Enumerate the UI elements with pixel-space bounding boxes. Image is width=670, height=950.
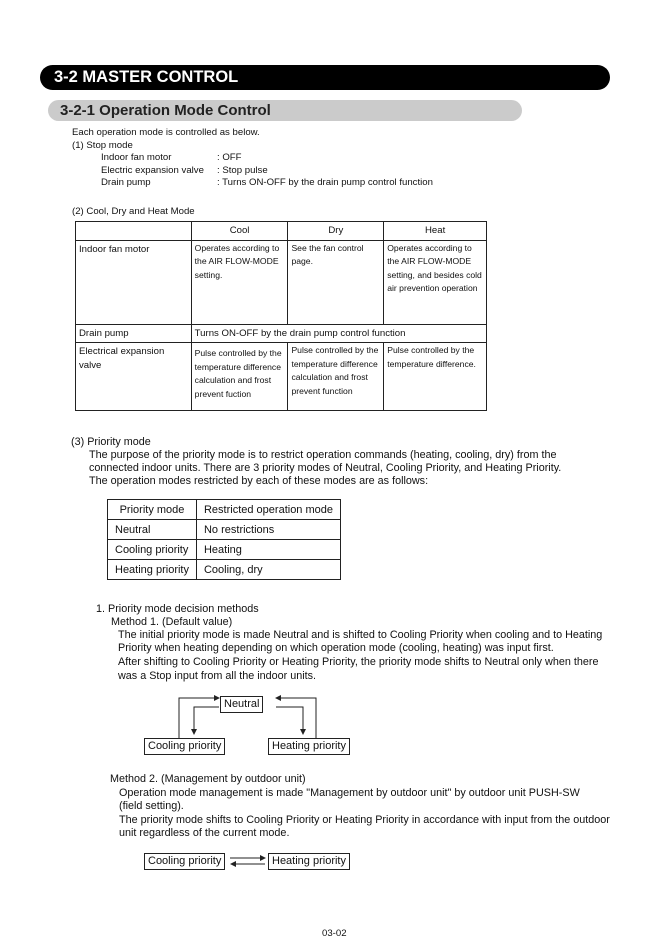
method2-line: (field setting). (119, 800, 184, 812)
priority-para-line: The operation modes restricted by each of these modes are as follows: (89, 475, 429, 487)
header-cell: Heat (384, 222, 487, 241)
table-cell: No restrictions (196, 520, 340, 540)
priority-para-line: The purpose of the priority mode is to restrict operation commands (heating, cooling, dry) from the (89, 449, 557, 461)
page-number: 03-02 (322, 928, 347, 939)
method2-line: unit regardless of the current mode. (119, 827, 290, 839)
table-cell: Operates according to the AIR FLOW-MODE setting. (191, 241, 288, 325)
row-label: Indoor fan motor (76, 241, 192, 325)
heating-priority-box: Heating priority (268, 738, 350, 755)
table-cell: Pulse controlled by the temperature difference calculation and frost prevent fuction (191, 343, 288, 411)
method2-line: Operation mode management is made "Management by outdoor unit" by outdoor unit PUSH-SW (119, 787, 580, 799)
section-header: 3-2 MASTER CONTROL (40, 65, 610, 90)
row-label: Electrical expansion valve (76, 343, 192, 411)
method2-line: The priority mode shifts to Cooling Priority or Heating Priority in accordance with input from the outdoor (119, 814, 610, 826)
method2-title: Method 2. (Management by outdoor unit) (110, 773, 306, 785)
stop-item-label: Drain pump (101, 177, 151, 188)
header-cell: Cool (191, 222, 288, 241)
table-cell: Pulse controlled by the temperature difference calculation and frost prevent function (288, 343, 384, 411)
mode-table-title: (2) Cool, Dry and Heat Mode (72, 206, 195, 217)
table-cell: Operates according to the AIR FLOW-MODE setting, and besides cold air prevention operation (384, 241, 487, 325)
cooling-priority-box: Cooling priority (144, 738, 225, 755)
table-cell: Neutral (108, 520, 197, 540)
header-cell: Restricted operation mode (196, 500, 340, 520)
neutral-box: Neutral (220, 696, 263, 713)
stop-item-label: Indoor fan motor (101, 152, 172, 163)
method1-line: The initial priority mode is made Neutral and is shifted to Cooling Priority when cooling and to Heating (118, 629, 603, 641)
method1-line: was a Stop input from all the indoor units. (118, 670, 317, 682)
method1-line: Priority when heating depending on which operation mode (cooling, heating) was input first. (118, 642, 554, 654)
stop-item-label: Electric expansion valve (101, 165, 204, 176)
header-cell: Dry (288, 222, 384, 241)
priority-para-line: connected indoor units. There are 3 priority modes of Neutral, Cooling Priority, and Heating Priority. (89, 462, 562, 474)
table-cell: Cooling, dry (196, 560, 340, 580)
priority-title: (3) Priority mode (71, 436, 151, 448)
table-cell-merged: Turns ON-OFF by the drain pump control function (191, 325, 486, 343)
intro-text: Each operation mode is controlled as below. (72, 127, 260, 138)
stop-item-value: : Turns ON-OFF by the drain pump control function (217, 177, 433, 188)
method1-line: After shifting to Cooling Priority or Heating Priority, the priority mode shifts to Neutral only when there (118, 656, 599, 668)
decision-title: 1. Priority mode decision methods (96, 603, 259, 615)
table-cell: Heating (196, 540, 340, 560)
cooling-priority-box: Cooling priority (144, 853, 225, 870)
method1-title: Method 1. (Default value) (111, 616, 233, 628)
table-cell: See the fan control page. (288, 241, 384, 325)
table-cell: Pulse controlled by the temperature difference. (384, 343, 487, 411)
table-cell: Cooling priority (108, 540, 197, 560)
stop-mode-title: (1) Stop mode (72, 140, 133, 151)
table-cell: Heating priority (108, 560, 197, 580)
stop-item-value: : Stop pulse (217, 165, 268, 176)
row-label: Drain pump (76, 325, 192, 343)
heating-priority-box: Heating priority (268, 853, 350, 870)
subsection-header: 3-2-1 Operation Mode Control (48, 100, 522, 121)
header-cell: Priority mode (108, 500, 197, 520)
stop-item-value: : OFF (217, 152, 242, 163)
